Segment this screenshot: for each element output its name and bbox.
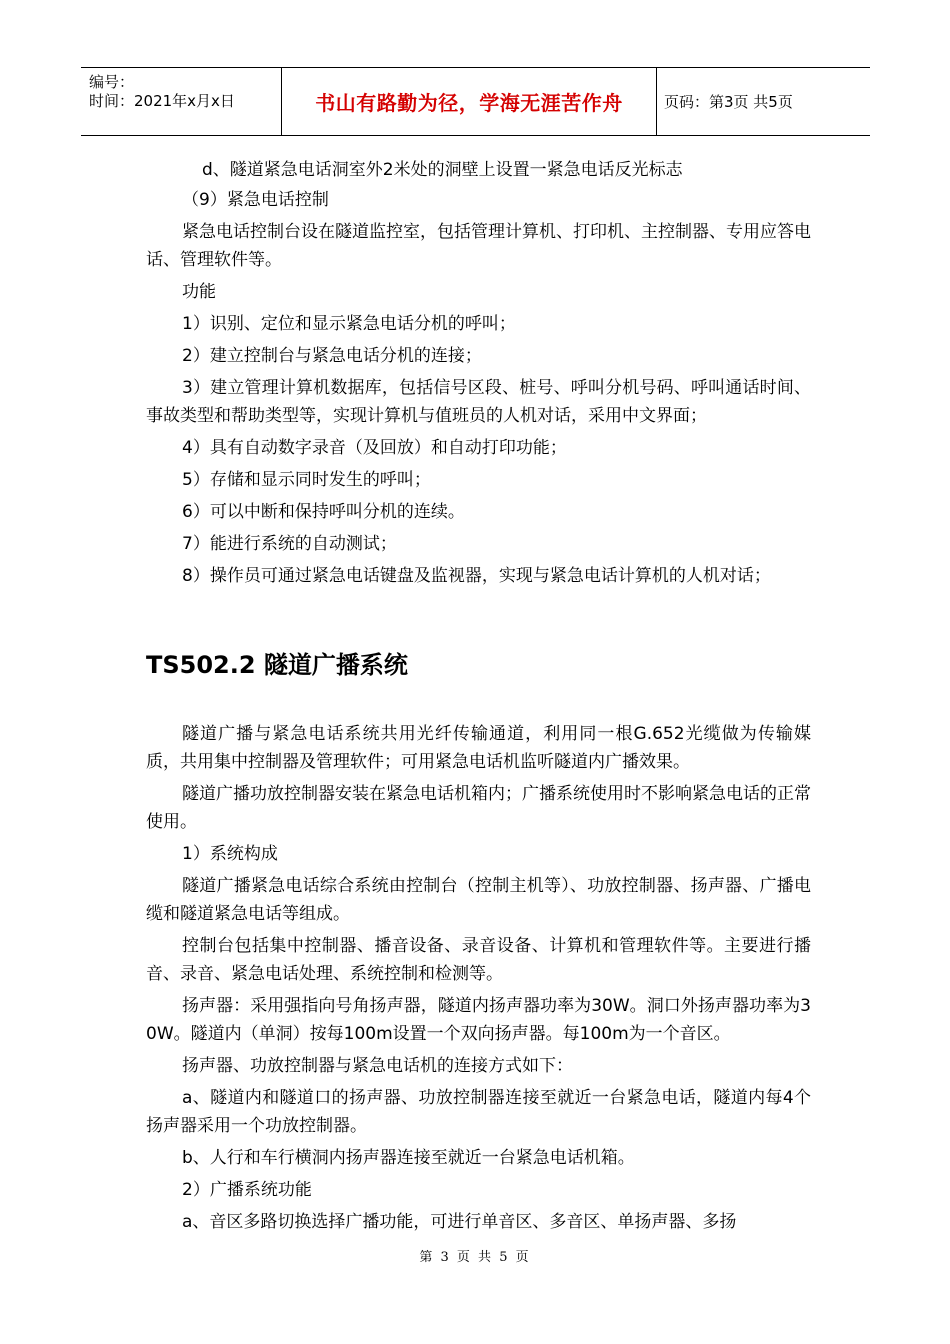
paragraph: 紧急电话控制台设在隧道监控室，包括管理计算机、打印机、主控制器、专用应答电话、管理软件等。 (146, 222, 811, 270)
paragraph: b、人行和车行横洞内扬声器连接至就近一台紧急电话机箱。 (182, 1148, 635, 1168)
paragraph: 1）系统构成 (182, 844, 278, 864)
list-item: 3）建立管理计算机数据库，包括信号区段、桩号、呼叫分机号码、呼叫通话时间、事故类型和帮助类型等，实现计算机与值班员的人机对话，采用中文界面； (146, 378, 811, 426)
paragraph: 隧道广播与紧急电话系统共用光纤传输通道，利用同一根G.652光缆做为传输媒质，共用集中控制器及管理软件；可用紧急电话机监听隧道内广播效果。 (146, 724, 811, 772)
paragraph: d、隧道紧急电话洞室外2米处的洞壁上设置一紧急电话反光标志 (202, 160, 683, 180)
section-emergency-phone (146, 156, 811, 594)
section-heading: TS502.2 隧道广播系统 (146, 651, 408, 679)
paragraph: 隧道广播紧急电话综合系统由控制台（控制主机等）、功放控制器、扬声器、广播电缆和隧道紧急电话等组成。 (146, 876, 811, 924)
header-page-label: 页码：第3页 共5页 (664, 93, 793, 111)
paragraph: a、音区多路切换选择广播功能，可进行单音区、多音区、单扬声器、多扬 (182, 1212, 737, 1232)
list-item: 6）可以中断和保持呼叫分机的连续。 (182, 502, 465, 522)
paragraph: a、隧道内和隧道口的扬声器、功放控制器连接至就近一台紧急电话，隧道内每4个扬声器采用一个功放控制器。 (146, 1088, 811, 1136)
header-motto: 书山有路勤为径，学海无涯苦作舟 (315, 91, 623, 115)
list-item: 4）具有自动数字录音（及回放）和自动打印功能； (182, 438, 567, 458)
paragraph: （9）紧急电话控制 (182, 190, 329, 210)
paragraph: 扬声器：采用强指向号角扬声器，隧道内扬声器功率为30W。洞口外扬声器功率为30W。隧道内（单洞）按每100m设置一个双向扬声器。每100m为一个音区。 (146, 996, 811, 1044)
paragraph: 隧道广播功放控制器安装在紧急电话机箱内；广播系统使用时不影响紧急电话的正常使用。 (146, 784, 811, 832)
header-page-cell (657, 68, 870, 135)
header-motto-cell (282, 68, 657, 135)
list-item: 8）操作员可通过紧急电话键盘及监视器，实现与紧急电话计算机的人机对话； (182, 566, 771, 586)
section-broadcast-system (146, 720, 811, 1240)
document-number-label: 编号： (89, 73, 135, 91)
page-header (81, 67, 870, 136)
list-item: 2）建立控制台与紧急电话分机的连接； (182, 346, 482, 366)
paragraph: 2）广播系统功能 (182, 1180, 312, 1200)
document-date-label: 时间：2021年x月x日 (89, 92, 235, 110)
paragraph: 控制台包括集中控制器、播音设备、录音设备、计算机和管理软件等。主要进行播音、录音、紧急电话处理、系统控制和检测等。 (146, 936, 811, 984)
paragraph: 功能 (182, 282, 216, 302)
list-item: 1）识别、定位和显示紧急电话分机的呼叫； (182, 314, 516, 334)
header-left-cell (81, 68, 282, 135)
page-footer: 第 3 页 共 5 页 (419, 1250, 531, 1265)
paragraph: 扬声器、功放控制器与紧急电话机的连接方式如下： (182, 1056, 573, 1076)
list-item: 5）存储和显示同时发生的呼叫； (182, 470, 431, 490)
list-item: 7）能进行系统的自动测试； (182, 534, 397, 554)
